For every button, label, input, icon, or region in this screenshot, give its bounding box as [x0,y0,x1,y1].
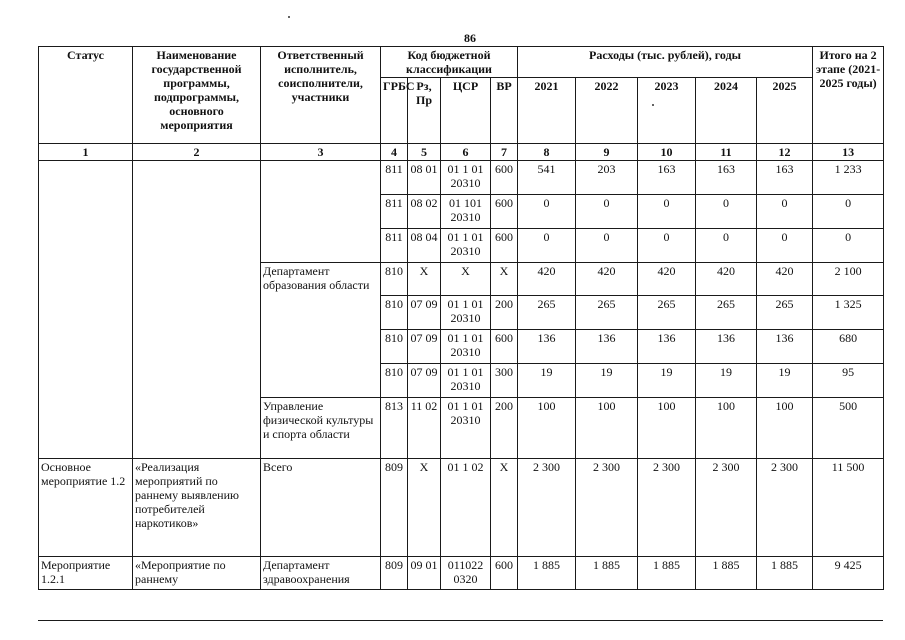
program-name-cell [133,161,261,459]
csr-cell: 01 1 01 20310 [441,364,491,398]
status-cell: Основное мероприятие 1.2 [39,459,133,557]
vr-cell: 200 [491,296,518,330]
total-cell: 1 233 [813,161,884,195]
expense-cell: 541 [518,161,576,195]
rzpr-cell: 07 09 [408,330,441,364]
expense-cell: 19 [576,364,638,398]
table-row [39,161,884,195]
csr-cell: 01 1 02 [441,459,491,557]
rzpr-cell: 09 01 [408,557,441,590]
csr-cell: 011022 0320 [441,557,491,590]
expense-cell: 2 300 [696,459,757,557]
header-year: 2021 [518,78,576,144]
header-rzpr: Рз, Пр [408,78,441,144]
expense-cell: 2 300 [576,459,638,557]
expense-cell: 136 [696,330,757,364]
vr-cell: 200 [491,398,518,459]
bottom-rule [38,620,883,621]
header-grbs: ГРБС [381,78,408,144]
header-budget-code: Код бюджетной классификации [381,47,518,78]
grbs-cell: 810 [381,364,408,398]
column-number: 3 [261,144,381,161]
expense-cell: 420 [757,263,813,296]
grbs-cell: 810 [381,296,408,330]
vr-cell: 300 [491,364,518,398]
table-row [39,557,884,590]
column-number: 5 [408,144,441,161]
header-year: 2022 [576,78,638,144]
expense-cell: 1 885 [757,557,813,590]
column-number: 2 [133,144,261,161]
vr-cell: Х [491,459,518,557]
expense-cell: 19 [638,364,696,398]
header-year: 2024 [696,78,757,144]
csr-cell: 01 1 01 20310 [441,398,491,459]
table-row [39,459,884,557]
column-number: 11 [696,144,757,161]
expense-cell: 1 885 [518,557,576,590]
expense-cell: 2 300 [638,459,696,557]
vr-cell: 600 [491,195,518,229]
expense-cell: 19 [518,364,576,398]
program-name-cell: «Мероприятие по раннему [133,557,261,590]
expense-cell: 0 [576,195,638,229]
grbs-cell: 809 [381,459,408,557]
header-year: 2023 [638,78,696,144]
csr-cell: 01 1 01 20310 [441,330,491,364]
status-cell: Мероприятие 1.2.1 [39,557,133,590]
expense-cell: 265 [638,296,696,330]
expense-cell: 163 [757,161,813,195]
column-number: 12 [757,144,813,161]
grbs-cell: 810 [381,263,408,296]
grbs-cell: 811 [381,161,408,195]
rzpr-cell: Х [408,459,441,557]
column-number: 10 [638,144,696,161]
total-cell: 9 425 [813,557,884,590]
budget-table [38,46,884,590]
column-number: 4 [381,144,408,161]
grbs-cell: 810 [381,330,408,364]
expense-cell: 19 [757,364,813,398]
header-status: Статус [39,47,133,144]
page-number: 86 [464,31,476,45]
expense-cell: 136 [576,330,638,364]
expense-cell: 1 885 [576,557,638,590]
program-name-cell: «Реализация мероприятий по раннему выявлению потребителей наркотиков» [133,459,261,557]
expense-cell: 0 [518,195,576,229]
expense-cell: 0 [757,229,813,263]
expense-cell: 136 [757,330,813,364]
header-expenses: Расходы (тыс. рублей), годы [518,47,813,78]
expense-cell: 0 [638,195,696,229]
expense-cell: 2 300 [518,459,576,557]
expense-cell: 0 [696,229,757,263]
column-number: 9 [576,144,638,161]
total-cell: 1 325 [813,296,884,330]
expense-cell: 420 [696,263,757,296]
vr-cell: 600 [491,229,518,263]
expense-cell: 265 [757,296,813,330]
column-number: 1 [39,144,133,161]
expense-cell: 265 [576,296,638,330]
header-year: 2025 [757,78,813,144]
expense-cell: 265 [696,296,757,330]
expense-cell: 136 [518,330,576,364]
grbs-cell: 811 [381,195,408,229]
expense-cell: 1 885 [638,557,696,590]
csr-cell: 01 1 01 20310 [441,229,491,263]
header-executor: Ответственный исполнитель, соисполнители, участники [261,47,381,144]
column-number: 7 [491,144,518,161]
grbs-cell: 809 [381,557,408,590]
expense-cell: 1 885 [696,557,757,590]
expense-cell: 420 [576,263,638,296]
header-csr: ЦСР [441,78,491,144]
executor-cell: Управление физической культуры и спорта области [261,398,381,459]
grbs-cell: 811 [381,229,408,263]
scan-speck [288,16,290,18]
expense-cell: 265 [518,296,576,330]
expense-cell: 203 [576,161,638,195]
expense-cell: 0 [757,195,813,229]
csr-cell: 01 1 01 20310 [441,296,491,330]
expense-cell: 100 [518,398,576,459]
expense-cell: 0 [576,229,638,263]
rzpr-cell: 08 01 [408,161,441,195]
expense-cell: 100 [638,398,696,459]
total-cell: 95 [813,364,884,398]
rzpr-cell: 07 09 [408,296,441,330]
header-program-name: Наименование государственной программы, подпрограммы, основного мероприятия [133,47,261,144]
rzpr-cell: 08 02 [408,195,441,229]
header-vr: ВР [491,78,518,144]
status-cell [39,161,133,459]
expense-cell: 0 [638,229,696,263]
vr-cell: 600 [491,161,518,195]
total-cell: 0 [813,229,884,263]
expense-cell: 420 [638,263,696,296]
rzpr-cell: 11 02 [408,398,441,459]
rzpr-cell: 08 04 [408,229,441,263]
csr-cell: Х [441,263,491,296]
total-cell: 680 [813,330,884,364]
expense-cell: 0 [696,195,757,229]
rzpr-cell: 07 09 [408,364,441,398]
total-cell: 2 100 [813,263,884,296]
total-cell: 11 500 [813,459,884,557]
executor-cell: Департамент образования области [261,263,381,398]
total-cell: 500 [813,398,884,459]
expense-cell: 163 [638,161,696,195]
executor-cell [261,161,381,263]
vr-cell: Х [491,263,518,296]
executor-cell: Всего [261,459,381,557]
expense-cell: 163 [696,161,757,195]
vr-cell: 600 [491,330,518,364]
column-number: 6 [441,144,491,161]
expense-cell: 0 [518,229,576,263]
csr-cell: 01 101 20310 [441,195,491,229]
expense-cell: 136 [638,330,696,364]
expense-cell: 19 [696,364,757,398]
total-cell: 0 [813,195,884,229]
expense-cell: 100 [696,398,757,459]
rzpr-cell: Х [408,263,441,296]
expense-cell: 420 [518,263,576,296]
column-number: 13 [813,144,884,161]
executor-cell: Департамент здравоохранения [261,557,381,590]
expense-cell: 100 [576,398,638,459]
vr-cell: 600 [491,557,518,590]
expense-cell: 2 300 [757,459,813,557]
csr-cell: 01 1 01 20310 [441,161,491,195]
column-number: 8 [518,144,576,161]
grbs-cell: 813 [381,398,408,459]
column-number-row [39,144,884,161]
expense-cell: 100 [757,398,813,459]
header-total: Итого на 2 этапе (2021-2025 годы) [813,47,884,144]
